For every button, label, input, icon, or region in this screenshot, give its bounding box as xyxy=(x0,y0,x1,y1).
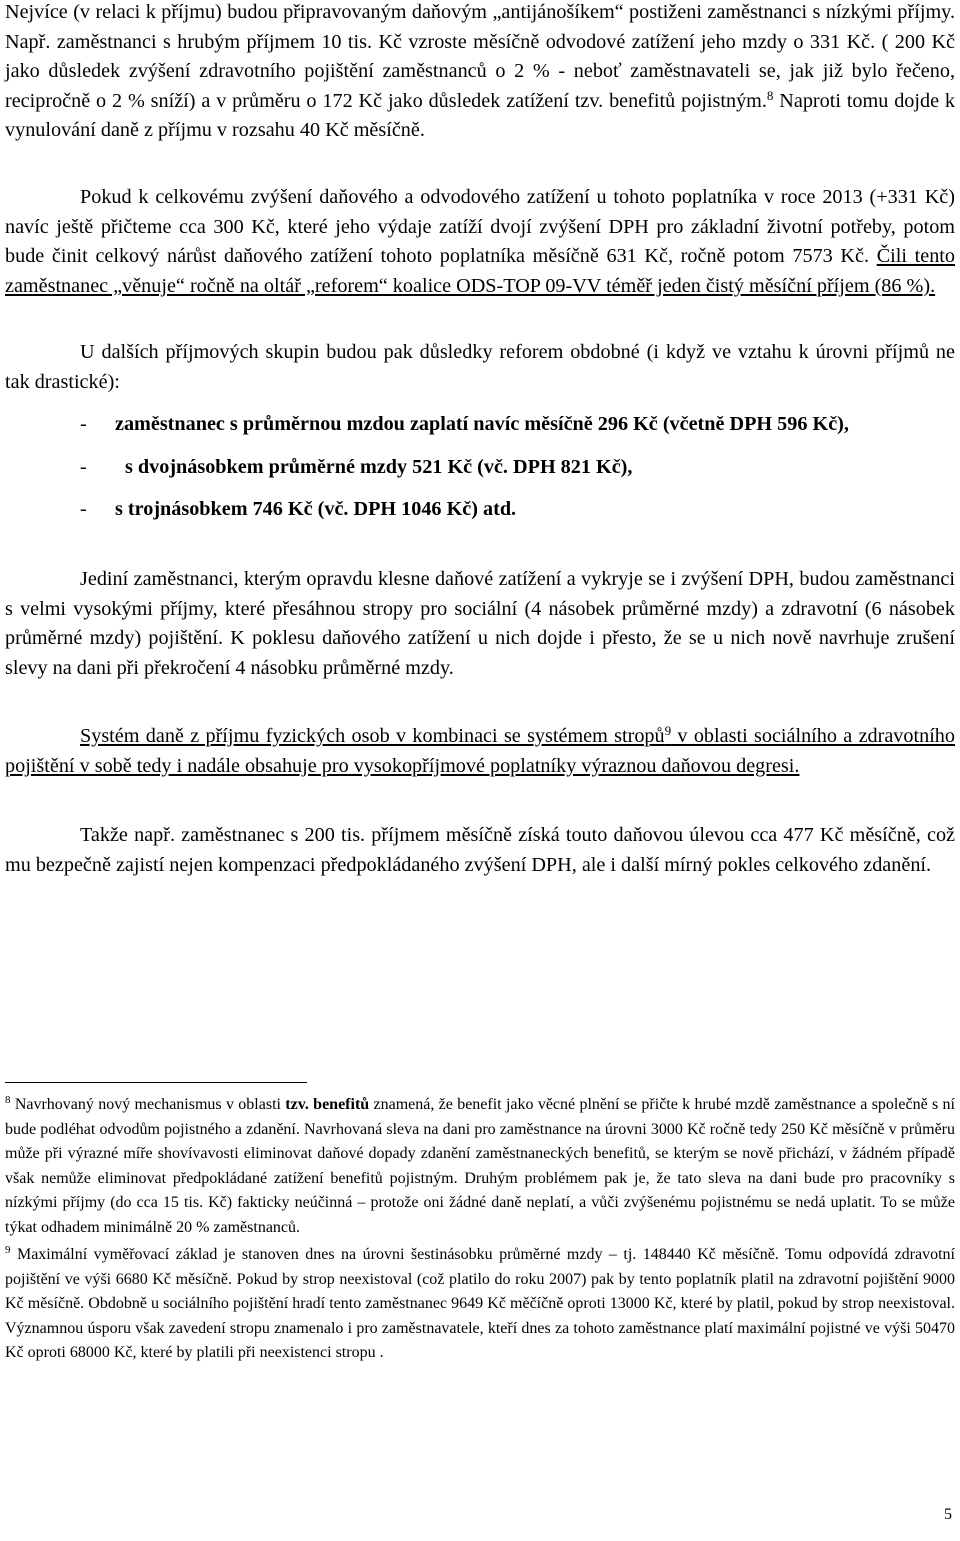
footnote-number: 9 xyxy=(5,1244,11,1256)
list-item: - zaměstnanec s průměrnou mzdou zaplatí navíc měsíčně 296 Kč (včetně DPH 596 Kč), xyxy=(80,413,849,435)
paragraph-low-income-text: Nejvíce (v relaci k příjmu) budou připravovaným daňovým „antijánošíkem“ postiženi zaměstnanci s nízkými příjmy. Např. zaměstnanci s hrubým příjmem 10 tis. Kč vzroste měsíčně odvodové zatížení jeho mzdy o 331 Kč. ( 200 Kč jako důsledek zvýšení zdravotního pojištění zaměstnanců o 2 % - neboť zaměstnavateli se, jak již bylo řečeno, recipročně o 2 % sníží) a v průměru o 172 Kč jako důsledek zatížení tzv. benefitů pojistným. xyxy=(5,1,955,112)
footnote-number: 8 xyxy=(5,1094,11,1106)
paragraph-low-income-tail: Naproti tomu dojde k vynulování daně z příjmu v rozsahu 40 Kč měsíčně. xyxy=(5,89,956,141)
footnote-8: $^8$ Navrhovaný nový mechanismus v oblasti tzv. benefitů znamená, že benefit jako věcné plnění se přičte k hrubé mzdě zaměstnance a společně s ní bude podléhat odvodům pojistného a zdanění. Navrhovaná sleva na dani pro zaměstnance na úrovni 3000 Kč ročně tedy 250 Kč měsíčně v průměru může při výrazné míře shovívavosti eliminovat daňové dopady zdanění zaměstnaneckých benefitů, se kterým se nově přichází, v žádném případě však nemůže eliminovat předpokládané zatížení benefitů pojistným. Druhým problémem pak je, že tato sleva na dani bude pro pracovníky s nízkými příjmy (do cca 15 tis. Kč) fakticky neúčinná – protože oni žádné daně neplatí, a vůči zvýšenému pojistnému se nedá uplatit. To se může týkat odhadem minimálně 20 % zaměstnanců. xyxy=(5,1094,956,1236)
impact-list xyxy=(5,410,955,525)
list-item: - s trojnásobkem 746 Kč (vč. DPH 1046 Kč) atd. xyxy=(80,498,517,520)
list-item-text: zaměstnanec s průměrnou mzdou zaplatí navíc měsíčně 296 Kč (včetně DPH 596 Kč), xyxy=(115,413,849,435)
paragraph-example: Takže např. zaměstnanec s 200 tis. příjmem měsíčně získá touto daňovou úlevou cca 477 Kč měsíčně, což mu bezpečně zajistí nejen kompenzaci předpokládaného zvýšení DPH, ale i další mírný pokles celkového zdanění. xyxy=(5,824,955,876)
paragraph-degression xyxy=(5,722,955,781)
paragraph-degression-text: Systém daně z příjmu fyzických osob v kombinaci se systémem stropů xyxy=(80,725,665,747)
emphasis-underlined: Čili tento zaměstnanec „věnuje“ ročně na oltář „reforem“ koalice ODS-TOP 09-VV téměř jeden čistý měsíční příjem (86 %). xyxy=(5,245,956,297)
paragraph-degression-tail: v oblasti sociálního a zdravotního pojištění v sobě tedy i nadále obsahuje pro vysokopříjmové poplatníky výraznou daňovou degresi. xyxy=(5,725,955,777)
list-item-text: s dvojnásobkem průměrné mzdy 521 Kč (vč. DPH 821 Kč), xyxy=(125,455,633,478)
footnote-ref-9[interactable]: 9 xyxy=(664,723,672,738)
footnote-ref-8[interactable]: 8 xyxy=(766,87,774,103)
paragraph-high-income: Jediní zaměstnanci, kterým opravdu klesne daňové zatížení a vykryje se i zvýšení DPH, budou zaměstnanci s velmi vysokými příjmy, které přesáhnou stropy pro sociální (4 násobek průměrné mzdy) a zdravotní (6 násobek průměrné mzdy) pojištění. K poklesu daňového zatížení u nich dojde i přesto, že se u nich nově navrhuje zrušení slevy na dani při překročení 4 násobku průměrné mzdy. xyxy=(5,568,955,679)
footnote-bold-term: tzv. benefitů xyxy=(285,1096,370,1113)
list-item: - s dvojnásobkem průměrné mzdy 521 Kč (vč. DPH 821 Kč), xyxy=(80,455,633,478)
page-number: 5 xyxy=(944,1506,952,1523)
paragraph-total-burden xyxy=(5,183,955,301)
footnote-separator xyxy=(5,1082,307,1083)
paragraph-low-income xyxy=(5,0,955,146)
paragraph-total-burden-text: Pokud k celkovému zvýšení daňového a odvodového zatížení u tohoto poplatníka v roce 2013 (+331 Kč) navíc ještě přičteme cca 300 Kč, které jeho výdaje zatíží dvojí zvýšení DPH pro základní životní potřeby, potom bude činit celkový nárůst daňového zatížení tohoto poplatníka měsíčně 631 Kč, ročně potom 7573 Kč. xyxy=(5,186,955,267)
list-item-text: s trojnásobkem 746 Kč (vč. DPH 1046 Kč) atd. xyxy=(115,498,517,520)
footnote-9: $^9$ Maximální vyměřovací základ je stanoven dnes na úrovni šestinásobku průměrné mzdy – tj. 148440 Kč měsíčně. Tomu odpovídá zdravotní pojištění ve výši 6680 Kč měsíčně. Pokud by strop neexistoval (což platilo do roku 2007) pak by tento poplatník platil na zdravotní pojištění 9000 Kč měsíčně. Obdobně u sociálního pojištění hradí tento zaměstnanec 9649 Kč měčíčně oproti 13000 Kč, které by platil, pokud by strop neexistoval. Významnou úsporu však zavedení stropu znamenalo i pro zaměstnavatele, kteří dnes za tohoto zaměstnance platí maximální pojistné ve výši 50470 Kč oproti 68000 Kč, které by platili při neexistenci stropu . xyxy=(5,1244,955,1361)
paragraph-other-groups: U dalších příjmových skupin budou pak důsledky reforem obdobné (i když ve vztahu k úrovni příjmů ne tak drastické): xyxy=(5,341,955,393)
